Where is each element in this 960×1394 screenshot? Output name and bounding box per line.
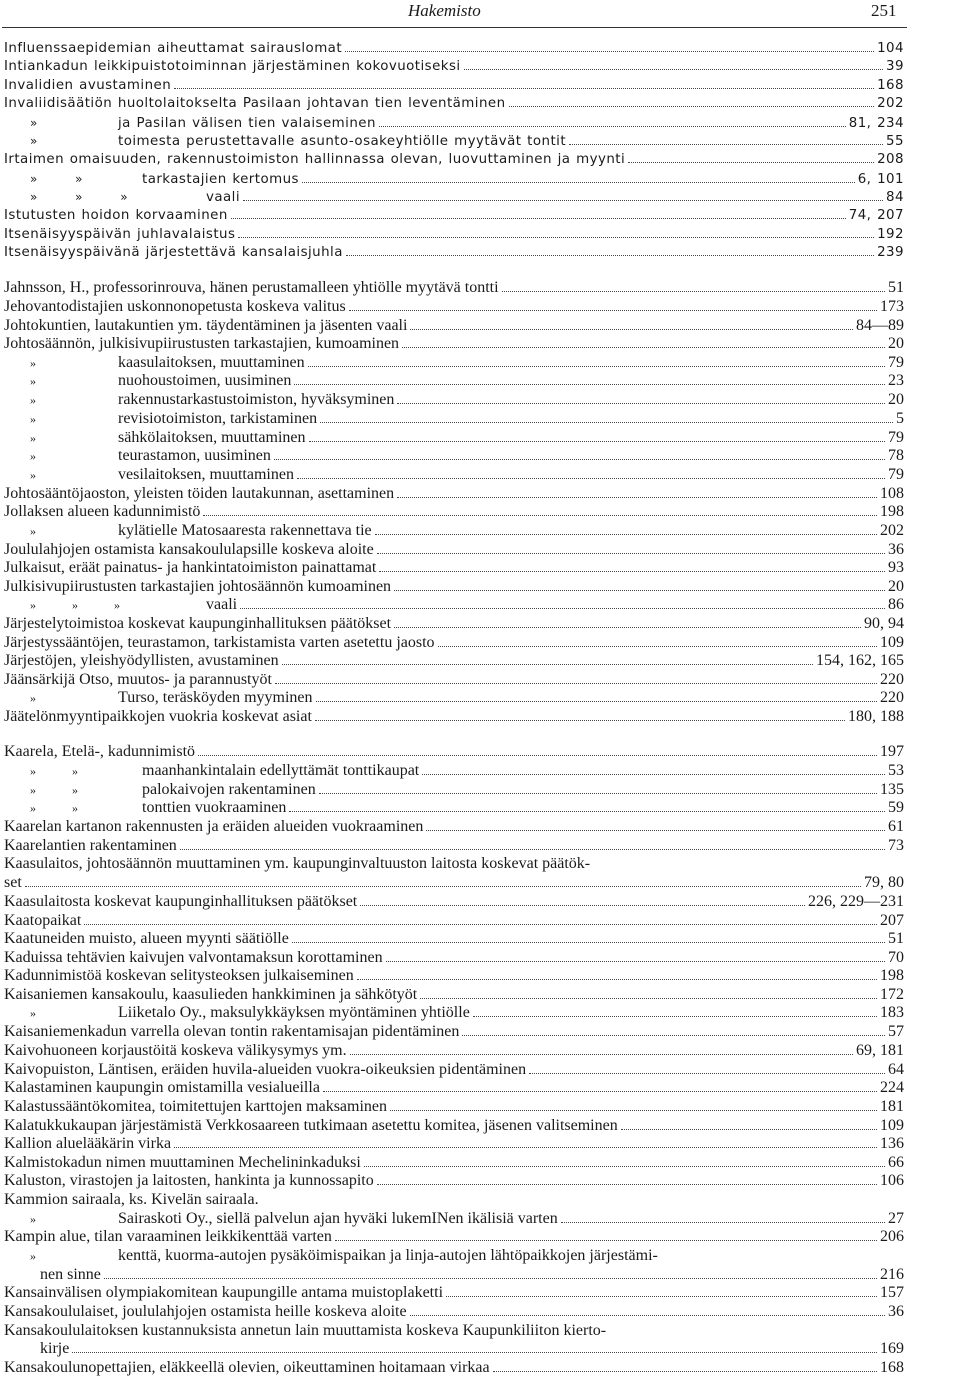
index-entry xyxy=(4,1172,904,1190)
entry-text: teurastamon, uusiminen xyxy=(118,447,271,464)
dot-leader xyxy=(473,1016,877,1017)
dot-leader xyxy=(274,459,885,460)
page-reference: 69, 181 xyxy=(856,1042,904,1059)
dot-leader xyxy=(394,627,861,628)
entry-text: Turso, teräsköyden myyminen xyxy=(118,689,313,706)
page-reference: 79, 80 xyxy=(864,874,904,891)
dot-leader xyxy=(379,126,846,127)
index-entry xyxy=(4,354,904,372)
ditto-mark: » » xyxy=(30,764,78,778)
page-reference: 157 xyxy=(880,1284,904,1301)
index-entry xyxy=(4,188,904,206)
index-entry xyxy=(4,799,904,817)
index-entry xyxy=(4,912,904,930)
entry-text: Kalatukkukaupan järjestämistä Verkkosaareen tutkimaan asetettu komitea, jäsenen valitseminen xyxy=(4,1117,618,1134)
entry-text: Kalastaminen kaupungin omistamilla vesialueilla xyxy=(4,1079,320,1096)
page-reference: 6, 101 xyxy=(857,172,904,187)
index-entry xyxy=(4,930,904,948)
entry-text: Sairaskoti Oy., siellä palvelun ajan hyväki lukemINen ikälisiä varten xyxy=(118,1210,558,1227)
entry-text: nen sinne xyxy=(40,1266,101,1283)
entry-text: Jahnsson, H., professorinrouva, hänen perustamalleen yhtiölle myytävä tontti xyxy=(4,279,499,296)
page-reference: 169 xyxy=(880,1340,904,1357)
dot-leader xyxy=(345,51,874,52)
ditto-mark: » » » xyxy=(30,190,129,204)
dot-leader xyxy=(243,200,883,201)
dot-leader xyxy=(464,69,883,70)
entry-text: vesilaitoksen, muuttaminen xyxy=(118,466,294,483)
dot-leader xyxy=(569,144,883,145)
dot-leader xyxy=(364,1166,885,1167)
ditto-mark: » » xyxy=(30,801,78,815)
index-entry xyxy=(4,279,904,297)
page-reference: 84 xyxy=(886,190,904,205)
dot-leader xyxy=(438,646,877,647)
index-entry xyxy=(4,391,904,409)
index-entry xyxy=(4,855,904,873)
entry-text: toimesta perustettavalle asunto-osakeyhtiölle myytävät tontit xyxy=(118,134,567,149)
dot-leader xyxy=(323,1091,877,1092)
entry-text: Kansakoululaitoksen kustannuksista annetun lain muuttamista koskeva Kaupunkiliiton kierto- xyxy=(4,1322,607,1339)
index-entry xyxy=(4,1061,904,1079)
dot-leader xyxy=(346,255,874,256)
entry-text: Kaivopuiston, Läntisen, eräiden huvila-alueiden vuokra-oikeuksien pidentäminen xyxy=(4,1061,527,1078)
dot-leader xyxy=(104,1278,877,1279)
page-reference: 70 xyxy=(888,949,904,966)
dot-leader xyxy=(493,1371,877,1372)
index-entry xyxy=(4,1135,904,1153)
entry-text: Kadunnimistöä koskevan selitysteoksen julkaiseminen xyxy=(4,967,354,984)
index-entry xyxy=(4,1023,904,1041)
index-entry xyxy=(4,429,904,447)
dot-leader xyxy=(410,1315,885,1316)
index-entry xyxy=(4,40,904,58)
index-entry xyxy=(4,1079,904,1097)
index-entry xyxy=(4,541,904,559)
entry-text: maanhankintalain edellyttämät tonttikaupat xyxy=(142,762,420,779)
entry-text: vaali xyxy=(206,596,238,613)
index-entry xyxy=(4,372,904,390)
index-entry xyxy=(4,708,904,726)
index-entry xyxy=(4,466,904,484)
page-reference: 208 xyxy=(877,152,904,167)
entry-text: Kaasulaitos, johtosäännön muuttaminen ym. kaupunginvaltuuston laitosta koskevat päätök- xyxy=(4,855,591,872)
entry-text: Invaliidisäätiön huoltolaitokselta Pasilaan johtavan tien leventäminen xyxy=(4,96,506,111)
dot-leader xyxy=(320,422,893,423)
page-reference: 64 xyxy=(888,1061,904,1078)
page-reference: 23 xyxy=(888,372,904,389)
index-entry xyxy=(4,95,904,113)
index-entry xyxy=(4,1228,904,1246)
page-reference: 5 xyxy=(896,410,904,427)
dot-leader xyxy=(375,534,877,535)
index-entry xyxy=(4,485,904,503)
page-reference: 181 xyxy=(880,1098,904,1115)
ditto-mark: » xyxy=(30,412,36,426)
dot-leader xyxy=(390,1110,877,1111)
index-entry xyxy=(4,1340,904,1358)
ditto-mark: » xyxy=(30,431,36,445)
entry-text: Kaatuneiden muisto, alueen myynti säätiölle xyxy=(4,930,289,947)
page-reference: 66 xyxy=(888,1154,904,1171)
dot-leader xyxy=(561,1222,885,1223)
page-reference: 61 xyxy=(888,818,904,835)
entry-text: Kaarela, Etelä-, kadunnimistö xyxy=(4,743,196,760)
page-reference: 136 xyxy=(880,1135,904,1152)
entry-text: Kaluston, virastojen ja laitosten, hankinta ja kunnossapito xyxy=(4,1172,374,1189)
index-entry xyxy=(4,226,904,244)
page-reference: 109 xyxy=(880,634,904,651)
page-reference: 180, 188 xyxy=(848,708,904,725)
page-reference: 109 xyxy=(880,1117,904,1134)
dot-leader xyxy=(394,590,885,591)
dot-leader xyxy=(422,774,885,775)
entry-text: revisiotoimiston, tarkistaminen xyxy=(118,410,318,427)
page-reference: 239 xyxy=(877,245,904,260)
entry-text: Järjestelytoimistoa koskevat kaupunginhallituksen päätökset xyxy=(4,615,392,632)
dot-leader xyxy=(72,1352,877,1353)
index-entry xyxy=(4,1117,904,1135)
index-entry xyxy=(4,503,904,521)
entry-text: rakennustarkastustoimiston, hyväksyminen xyxy=(118,391,395,408)
index-entry xyxy=(4,837,904,855)
dot-leader xyxy=(84,924,877,925)
entry-text: Kampin alue, tilan varaaminen leikkikenttää varten xyxy=(4,1228,332,1245)
index-entry xyxy=(4,151,904,169)
entry-text: Joululahjojen ostamista kansakoululapsille koskeva aloite xyxy=(4,541,374,558)
dot-leader xyxy=(302,182,855,183)
entry-text: Järjestyssääntöjen, teurastamon, tarkistamista varten asetettu jaosto xyxy=(4,634,435,651)
page-reference: 108 xyxy=(880,485,904,502)
page-reference: 104 xyxy=(877,41,904,56)
page-reference: 90, 94 xyxy=(864,615,904,632)
page-reference: 202 xyxy=(880,522,904,539)
page-reference: 220 xyxy=(880,671,904,688)
entry-text: sähkölaitoksen, muuttaminen xyxy=(118,429,306,446)
page-reference: 51 xyxy=(888,279,904,296)
index-entry xyxy=(4,335,904,353)
ditto-mark: » » » xyxy=(30,598,120,612)
entry-text: Jäänsärkijä Otso, muutos- ja parannustyöt xyxy=(4,671,272,688)
dot-leader xyxy=(174,88,874,89)
entry-text: Kaarelantien rakentaminen xyxy=(4,837,177,854)
entry-text: Kaivohuoneen korjaustöitä koskeva välikysymys ym. xyxy=(4,1042,347,1059)
index-entry xyxy=(4,874,904,892)
page-reference: 79 xyxy=(888,429,904,446)
page-reference: 59 xyxy=(888,799,904,816)
entry-text: kylätielle Matosaaresta rakennettava tie xyxy=(118,522,372,539)
entry-text: Kallion aluelääkärin virka xyxy=(4,1135,172,1152)
ditto-mark: » xyxy=(30,393,36,407)
entry-text: Istutusten hoidon korvaaminen xyxy=(4,208,228,223)
ditto-mark: » xyxy=(30,1006,36,1020)
ditto-mark: » xyxy=(30,1249,36,1263)
page-reference: 226, 229—231 xyxy=(808,893,904,910)
index-entry xyxy=(4,1303,904,1321)
dot-leader xyxy=(446,1296,877,1297)
entry-text: Kalmistokadun nimen muuttaminen Mechelininkaduksi xyxy=(4,1154,361,1171)
index-entry xyxy=(4,578,904,596)
ditto-mark: » xyxy=(30,356,36,370)
index-entry xyxy=(4,1154,904,1172)
entry-text: Influenssaepidemian aiheuttamat sairauslomat xyxy=(4,41,343,56)
index-entry xyxy=(4,559,904,577)
index-entry xyxy=(4,77,904,95)
entry-text: Kaatopaikat xyxy=(4,912,82,929)
index-entry xyxy=(4,818,904,836)
dot-leader xyxy=(289,811,885,812)
page-reference: 20 xyxy=(888,335,904,352)
ditto-mark: » xyxy=(30,449,36,463)
entry-text: Kansainvälisen olympiakomitean kaupungille antama muistoplaketti xyxy=(4,1284,444,1301)
dot-leader xyxy=(377,1184,877,1185)
page-reference: 20 xyxy=(888,578,904,595)
index-entry xyxy=(4,1191,904,1209)
dot-leader xyxy=(350,1054,853,1055)
dot-leader xyxy=(282,664,813,665)
page-reference: 53 xyxy=(888,762,904,779)
page-reference: 202 xyxy=(877,96,904,111)
entry-text: Liiketalo Oy., maksulykkäyksen myöntäminen yhtiölle xyxy=(118,1004,470,1021)
ditto-mark: » » xyxy=(30,783,78,797)
page-reference: 198 xyxy=(880,503,904,520)
entry-text: Irtaimen omaisuuden, rakennustoimiston hallinnassa olevan, luovuttaminen ja myynti xyxy=(4,152,626,167)
page-reference: 86 xyxy=(888,596,904,613)
entry-text: kirje xyxy=(40,1340,70,1357)
index-entry xyxy=(4,1359,904,1377)
index-entry xyxy=(4,207,904,225)
running-title: Hakemisto xyxy=(408,1,481,20)
index-entry xyxy=(4,1266,904,1284)
entry-text: kenttä, kuorma-autojen pysäköimispaikan ja linja-autojen lähtöpaikkojen järjestämi- xyxy=(118,1247,658,1264)
dot-leader xyxy=(315,720,845,721)
dot-leader xyxy=(349,310,877,311)
dot-leader xyxy=(357,979,877,980)
page-reference: 55 xyxy=(886,134,904,149)
page-reference: 20 xyxy=(888,391,904,408)
entry-text: Johtokuntien, lautakuntien ym. täydentäminen ja jäsenten vaali xyxy=(4,317,408,334)
entry-text: set xyxy=(4,874,22,891)
page-reference: 73 xyxy=(888,837,904,854)
entry-text: Intiankadun leikkipuistotoiminnan järjestäminen kokovuotiseksi xyxy=(4,59,461,74)
ditto-mark: » xyxy=(30,134,38,148)
ditto-mark: » xyxy=(30,116,38,130)
entry-text: Jäätelönmyyntipaikkojen vuokria koskevat asiat xyxy=(4,708,312,725)
page-reference: 57 xyxy=(888,1023,904,1040)
dot-leader xyxy=(294,384,885,385)
dot-leader xyxy=(308,366,885,367)
dot-leader xyxy=(174,1147,877,1148)
entry-text: tarkastajien kertomus xyxy=(142,172,299,187)
index-entry xyxy=(4,615,904,633)
dot-leader xyxy=(198,755,877,756)
index-entry xyxy=(4,1210,904,1228)
page-reference: 168 xyxy=(877,78,904,93)
page-reference: 93 xyxy=(888,559,904,576)
index-entry xyxy=(4,1284,904,1302)
dot-leader xyxy=(397,497,877,498)
page-reference: 74, 207 xyxy=(848,208,904,223)
ditto-mark: » xyxy=(30,524,36,538)
entry-text: Johtosääntöjaoston, yleisten töiden lautakunnan, asettaminen xyxy=(4,485,395,502)
index-entry xyxy=(4,58,904,76)
index-entry xyxy=(4,1322,904,1340)
index-entry xyxy=(4,244,904,262)
page-reference: 79 xyxy=(888,354,904,371)
page-reference: 198 xyxy=(880,967,904,984)
dot-leader xyxy=(462,1035,885,1036)
entry-text: tonttien vuokraaminen xyxy=(142,799,287,816)
dot-leader xyxy=(410,329,853,330)
dot-leader xyxy=(402,347,885,348)
dot-leader xyxy=(377,553,885,554)
index-entry xyxy=(4,949,904,967)
dot-leader xyxy=(297,478,885,479)
dot-leader xyxy=(275,683,877,684)
dot-leader xyxy=(316,701,877,702)
index-entry xyxy=(4,743,904,761)
dot-leader xyxy=(203,515,877,516)
ditto-mark: » xyxy=(30,691,36,705)
page-reference: 135 xyxy=(880,781,904,798)
entry-text: Kansakoululaiset, joululahjojen ostamista heille koskeva aloite xyxy=(4,1303,407,1320)
dot-leader xyxy=(319,793,877,794)
dot-leader xyxy=(509,106,875,107)
index-entry xyxy=(4,689,904,707)
entry-text: kaasulaitoksen, muuttaminen xyxy=(118,354,305,371)
index-entry xyxy=(4,893,904,911)
dot-leader xyxy=(379,571,885,572)
entry-text: Kaasulaitosta koskevat kaupunginhallituksen päätökset xyxy=(4,893,358,910)
page-reference: 216 xyxy=(880,1266,904,1283)
dot-leader xyxy=(240,608,885,609)
dot-leader xyxy=(397,403,885,404)
dot-leader xyxy=(386,961,885,962)
dot-leader xyxy=(628,162,874,163)
page-reference: 81, 234 xyxy=(848,116,904,131)
entry-text: nuohoustoimen, uusiminen xyxy=(118,372,292,389)
index-entry xyxy=(4,781,904,799)
index-entry xyxy=(4,967,904,985)
dot-leader xyxy=(502,291,885,292)
page-reference: 173 xyxy=(880,298,904,315)
ditto-mark: » xyxy=(30,1212,36,1226)
index-entry xyxy=(4,1042,904,1060)
dot-leader xyxy=(335,1240,877,1241)
page-reference: 206 xyxy=(880,1228,904,1245)
entry-text: Jollaksen alueen kadunnimistö xyxy=(4,503,201,520)
dot-leader xyxy=(420,998,877,999)
page-number: 251 xyxy=(871,1,897,20)
index-entry xyxy=(4,317,904,335)
entry-text: Kaduissa tehtävien kaivujen valvontamaksun korottaminen xyxy=(4,949,383,966)
ditto-mark: » xyxy=(30,468,36,482)
entry-text: vaali xyxy=(206,190,241,205)
index-entry xyxy=(4,410,904,428)
index-entry xyxy=(4,298,904,316)
index-entry xyxy=(4,1098,904,1116)
page-reference: 27 xyxy=(888,1210,904,1227)
page-reference: 183 xyxy=(880,1004,904,1021)
index-entry xyxy=(4,1004,904,1022)
page-reference: 220 xyxy=(880,689,904,706)
page-reference: 84—89 xyxy=(856,317,904,334)
page-reference: 39 xyxy=(886,59,904,74)
dot-leader xyxy=(25,886,861,887)
page-reference: 197 xyxy=(880,743,904,760)
index-entry xyxy=(4,634,904,652)
dot-leader xyxy=(360,905,805,906)
page-reference: 207 xyxy=(880,912,904,929)
entry-text: Järjestöjen, yleishyödyllisten, avustaminen xyxy=(4,652,279,669)
page-reference: 36 xyxy=(888,541,904,558)
entry-text: ja Pasilan välisen tien valaiseminen xyxy=(118,116,376,131)
page-reference: 106 xyxy=(880,1172,904,1189)
ditto-mark: » xyxy=(30,374,36,388)
dot-leader xyxy=(231,218,846,219)
entry-text: Kansakoulunopettajien, eläkkeellä olevien, oikeuttaminen hoitamaan virkaa xyxy=(4,1359,490,1376)
page-reference: 51 xyxy=(888,930,904,947)
entry-text: Kaisaniemenkadun varrella olevan tontin rakentamisajan pidentäminen xyxy=(4,1023,460,1040)
page-reference: 172 xyxy=(880,986,904,1003)
index-entry xyxy=(4,671,904,689)
index-entry xyxy=(4,447,904,465)
entry-text: Itsenäisyyspäivänä järjestettävä kansalaisjuhla xyxy=(4,245,343,260)
entry-text: Kammion sairaala, ks. Kivelän sairaala. xyxy=(4,1191,259,1208)
entry-text: palokaivojen rakentaminen xyxy=(142,781,316,798)
entry-text: Kaisaniemen kansakoulu, kaasulieden hankkiminen ja sähkötyöt xyxy=(4,986,418,1003)
index-entry xyxy=(4,170,904,188)
entry-text: Kaarelan kartanon rakennusten ja eräiden alueiden vuokraaminen xyxy=(4,818,424,835)
dot-leader xyxy=(529,1073,885,1074)
index-entry xyxy=(4,652,904,670)
dot-leader xyxy=(621,1129,877,1130)
dot-leader xyxy=(238,237,874,238)
entry-text: Johtosäännön, julkisivupiirustusten tarkastajien, kumoaminen xyxy=(4,335,400,352)
index-entry xyxy=(4,114,904,132)
page-reference: 192 xyxy=(877,227,904,242)
dot-leader xyxy=(309,441,885,442)
dot-leader xyxy=(426,830,885,831)
index-entry xyxy=(4,596,904,614)
index-entry xyxy=(4,522,904,540)
page-reference: 168 xyxy=(880,1359,904,1376)
page-reference: 154, 162, 165 xyxy=(816,652,904,669)
entry-text: Julkaisut, eräät painatus- ja hankintatoimiston painattamat xyxy=(4,559,377,576)
index-entry xyxy=(4,1247,904,1265)
index-entry xyxy=(4,132,904,150)
page-reference: 78 xyxy=(888,447,904,464)
entry-text: Invalidien avustaminen xyxy=(4,78,172,93)
page-reference: 79 xyxy=(888,466,904,483)
entry-text: Julkisivupiirustusten tarkastajien johtosäännön kumoaminen xyxy=(4,578,392,595)
index-entry xyxy=(4,762,904,780)
page-reference: 224 xyxy=(880,1079,904,1096)
dot-leader xyxy=(292,942,885,943)
index-entry xyxy=(4,986,904,1004)
entry-text: Kalastussääntökomitea, toimitettujen karttojen maksaminen xyxy=(4,1098,388,1115)
dot-leader xyxy=(180,849,885,850)
entry-text: Jehovantodistajien uskonnonopetusta koskeva valitus xyxy=(4,298,346,315)
page-reference: 36 xyxy=(888,1303,904,1320)
ditto-mark: » » xyxy=(30,172,83,186)
entry-text: Itsenäisyyspäivän juhlavalaistus xyxy=(4,227,236,242)
